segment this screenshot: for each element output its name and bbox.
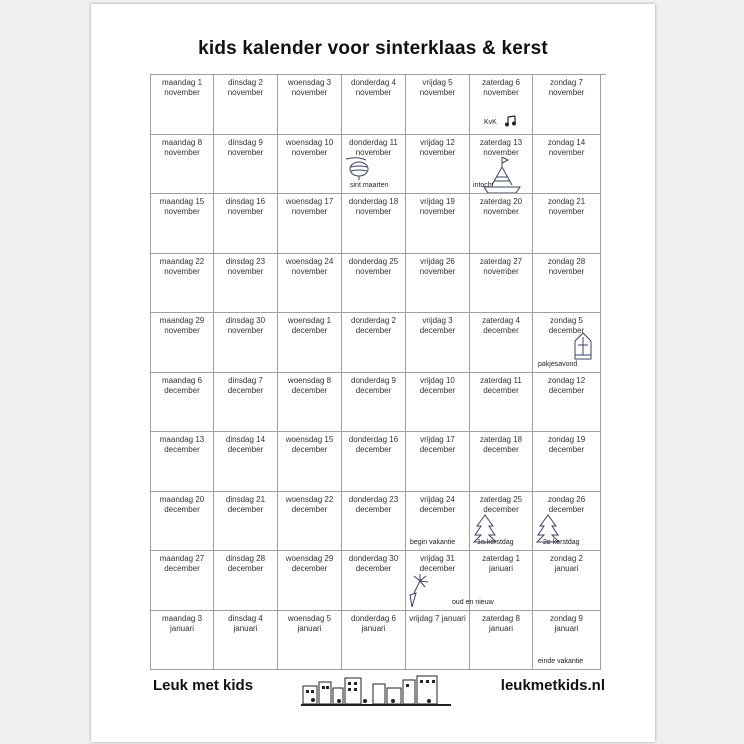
day-label: vrijdag 31 xyxy=(420,554,455,563)
month-label: november xyxy=(291,88,328,97)
calendar-day-cell xyxy=(151,313,214,373)
month-label: november xyxy=(164,88,200,97)
month-label: december xyxy=(355,504,392,514)
month-label: december xyxy=(227,385,264,395)
month-label: november xyxy=(548,266,585,276)
month-label: december xyxy=(227,504,264,514)
calendar-day-cell xyxy=(470,194,533,254)
month-label: januari xyxy=(233,623,258,633)
month-label: december xyxy=(291,385,328,395)
day-label: dinsdag 16 xyxy=(225,197,266,206)
month-label: december xyxy=(419,564,456,573)
day-label: dinsdag 4 xyxy=(228,613,263,623)
calendar-day-cell xyxy=(533,551,601,611)
month-label: november xyxy=(355,266,392,276)
month-label: december xyxy=(227,564,264,573)
month-label: januari xyxy=(554,564,579,573)
month-label: november xyxy=(419,147,456,157)
calendar-day-cell xyxy=(151,551,214,611)
calendar-day-cell xyxy=(533,432,601,492)
calendar-day-cell xyxy=(151,254,214,314)
event-note: KvK xyxy=(484,119,497,126)
day-label: donderdag 23 xyxy=(348,494,399,504)
calendar-day-cell xyxy=(278,492,342,552)
day-label: donderdag 16 xyxy=(348,435,399,444)
day-label: woensdag 5 xyxy=(287,613,332,623)
calendar-day-cell xyxy=(470,254,533,314)
calendar-day-cell xyxy=(533,373,601,433)
day-label: maandag 29 xyxy=(159,316,205,325)
calendar-day-cell xyxy=(278,135,342,195)
calendar-day-cell xyxy=(470,492,533,552)
month-label: november xyxy=(355,147,392,157)
calendar-day-cell xyxy=(151,135,214,195)
calendar-day-cell xyxy=(470,135,533,195)
month-label: november xyxy=(227,266,264,276)
month-label: november xyxy=(548,88,585,97)
day-label: dinsdag 7 xyxy=(228,375,263,385)
day-label: woensdag 17 xyxy=(285,197,334,206)
month-label: november xyxy=(548,207,585,216)
day-label: dinsdag 28 xyxy=(225,554,266,563)
month-label: november xyxy=(355,88,392,97)
month-label: december xyxy=(419,385,456,395)
page-title: kids kalender voor sinterklaas & kerst xyxy=(198,38,548,59)
day-label: zondag 7 xyxy=(550,78,583,87)
footer-brand: Leuk met kids xyxy=(153,677,254,694)
calendar-day-cell xyxy=(214,135,278,195)
calendar-day-cell xyxy=(151,432,214,492)
firework-rocket-icon xyxy=(406,573,434,609)
mitre-icon xyxy=(572,331,594,361)
calendar-day-cell xyxy=(406,75,470,135)
day-label: woensdag 24 xyxy=(285,256,334,266)
day-label: dinsdag 30 xyxy=(225,316,266,325)
month-label: november xyxy=(164,147,200,157)
calendar-day-cell xyxy=(452,551,533,611)
event-note: 1e kerstdag xyxy=(477,539,514,546)
calendar-day-cell xyxy=(470,313,533,373)
calendar-day-cell xyxy=(470,373,533,433)
month-label: januari xyxy=(488,623,513,633)
calendar-day-cell xyxy=(406,254,470,314)
month-label: december xyxy=(548,385,585,395)
day-label: vrijdag 5 xyxy=(422,78,453,87)
month-label: december xyxy=(355,445,392,454)
day-label: vrijdag 12 xyxy=(420,137,455,147)
calendar-day-cell xyxy=(214,313,278,373)
day-label: maandag 27 xyxy=(159,554,205,563)
month-label: januari xyxy=(361,623,386,633)
event-note: intocht xyxy=(473,182,494,189)
skyline-icon xyxy=(301,674,451,708)
day-label: woensdag 1 xyxy=(287,316,332,325)
calendar-day-cell xyxy=(278,75,342,135)
calendar-day-cell xyxy=(533,313,601,373)
month-label: december xyxy=(291,326,328,335)
day-label: dinsdag 9 xyxy=(228,137,263,147)
month-label: november xyxy=(483,207,519,216)
calendar-day-cell xyxy=(342,75,406,135)
event-note: einde vakantie xyxy=(538,658,584,665)
day-label: donderdag 25 xyxy=(348,256,399,266)
calendar-day-cell xyxy=(151,194,214,254)
calendar-day-cell xyxy=(151,75,214,135)
calendar-day-cell xyxy=(342,135,406,195)
day-label: donderdag 30 xyxy=(348,554,399,563)
day-label: zondag 2 xyxy=(550,554,583,563)
calendar-day-cell xyxy=(406,373,470,433)
day-label: zondag 14 xyxy=(547,137,586,147)
day-label: maandag 13 xyxy=(159,435,205,444)
day-label: woensdag 22 xyxy=(285,494,334,504)
month-label: december xyxy=(483,445,519,454)
day-label: donderdag 18 xyxy=(348,197,399,206)
event-note: pakjesavond xyxy=(538,360,578,368)
calendar-day-cell xyxy=(406,194,470,254)
month-label: januari xyxy=(297,623,322,633)
calendar-day-cell xyxy=(278,313,342,373)
calendar-day-cell xyxy=(342,551,406,611)
month-label: december xyxy=(355,564,392,573)
day-label: dinsdag 2 xyxy=(228,78,263,87)
month-label: november xyxy=(227,326,264,335)
calendar-day-cell xyxy=(342,611,406,671)
month-label: januari xyxy=(488,564,513,573)
day-label: zaterdag 11 xyxy=(480,375,522,385)
day-label: woensdag 3 xyxy=(287,78,332,87)
month-label: november xyxy=(227,88,264,97)
day-label: zondag 19 xyxy=(547,435,586,444)
day-label: zaterdag 6 xyxy=(482,78,520,87)
month-label: december xyxy=(419,504,456,514)
day-label: woensdag 29 xyxy=(285,554,334,563)
calendar-day-cell xyxy=(533,75,601,135)
day-label: woensdag 10 xyxy=(285,137,334,147)
day-label: woensdag 8 xyxy=(287,375,332,385)
day-label: donderdag 9 xyxy=(351,375,396,385)
month-label: december xyxy=(483,326,519,335)
month-label: januari xyxy=(169,623,194,633)
music-note-icon xyxy=(504,115,518,127)
calendar-day-cell xyxy=(342,373,406,433)
day-label: woensdag 15 xyxy=(285,435,334,444)
month-label: november xyxy=(483,266,519,276)
calendar-day-cell xyxy=(214,254,278,314)
calendar-day-cell xyxy=(342,194,406,254)
lantern-icon xyxy=(344,157,370,181)
month-label: december xyxy=(291,504,328,514)
calendar-day-cell xyxy=(533,611,601,671)
day-label: vrijdag 3 xyxy=(422,316,453,325)
day-label: dinsdag 14 xyxy=(225,435,266,444)
day-label: vrijdag 10 xyxy=(420,375,455,385)
calendar-day-cell xyxy=(406,313,470,373)
day-label: zondag 21 xyxy=(547,197,586,206)
day-label: donderdag 4 xyxy=(351,78,396,87)
calendar-day-cell xyxy=(214,432,278,492)
month-label: december xyxy=(164,504,200,514)
month-label: november xyxy=(227,147,264,157)
event-note: sint maarten xyxy=(350,182,389,189)
calendar-day-cell xyxy=(214,373,278,433)
calendar-day-cell xyxy=(151,611,214,671)
month-label: november xyxy=(483,88,519,97)
day-label: maandag 1 xyxy=(161,78,203,87)
day-label: zaterdag 27 xyxy=(479,256,523,266)
month-label: november xyxy=(419,88,456,97)
day-label: zaterdag 8 xyxy=(482,613,520,623)
calendar-day-cell xyxy=(278,611,342,671)
month-label: december xyxy=(548,445,585,454)
calendar-day-cell xyxy=(342,313,406,373)
calendar-day-cell xyxy=(151,373,214,433)
month-label: november xyxy=(291,266,328,276)
month-label: december xyxy=(164,385,200,395)
calendar-day-cell xyxy=(533,492,601,552)
calendar-sheet xyxy=(91,4,655,742)
day-label: vrijdag 26 xyxy=(420,256,455,266)
month-label: december xyxy=(227,445,264,454)
calendar-day-cell xyxy=(278,432,342,492)
month-label: december xyxy=(164,445,200,454)
calendar-day-cell xyxy=(278,194,342,254)
event-note: begin vakantie xyxy=(410,539,456,546)
day-label: dinsdag 23 xyxy=(225,256,266,266)
day-label: vrijdag 7 januari xyxy=(409,613,466,623)
day-label: maandag 22 xyxy=(159,256,205,266)
calendar-day-cell xyxy=(470,611,533,671)
calendar-day-cell xyxy=(533,135,601,195)
month-label: november xyxy=(483,147,519,157)
calendar-day-cell xyxy=(470,432,533,492)
calendar-day-cell xyxy=(342,432,406,492)
month-label: december xyxy=(419,445,456,454)
calendar-grid xyxy=(150,74,606,670)
day-label: donderdag 2 xyxy=(351,316,396,325)
day-label: maandag 3 xyxy=(161,613,203,623)
day-label: zaterdag 13 xyxy=(479,137,523,147)
calendar-day-cell xyxy=(533,254,601,314)
day-label: maandag 15 xyxy=(159,197,205,206)
day-label: zaterdag 1 xyxy=(482,554,520,563)
day-label: zaterdag 20 xyxy=(479,197,523,206)
day-label: donderdag 6 xyxy=(351,613,396,623)
calendar-day-cell xyxy=(406,135,470,195)
day-label: maandag 6 xyxy=(161,375,203,385)
calendar-day-cell xyxy=(406,492,470,552)
month-label: november xyxy=(419,207,456,216)
footer-website: leukmetkids.nl xyxy=(500,677,605,694)
month-label: november xyxy=(227,207,264,216)
month-label: november xyxy=(355,207,392,216)
month-label: december xyxy=(548,504,585,514)
day-label: donderdag 11 xyxy=(349,137,398,147)
month-label: november xyxy=(291,147,328,157)
day-label: maandag 20 xyxy=(159,494,205,504)
month-label: november xyxy=(164,207,200,216)
day-label: dinsdag 21 xyxy=(225,494,266,504)
day-label: zondag 9 xyxy=(550,613,583,623)
day-label: vrijdag 19 xyxy=(420,197,455,206)
calendar-day-cell xyxy=(214,551,278,611)
calendar-day-cell xyxy=(406,432,470,492)
month-label: november xyxy=(291,207,328,216)
calendar-day-cell xyxy=(214,75,278,135)
month-label: november xyxy=(419,266,456,276)
day-label: vrijdag 24 xyxy=(420,494,455,504)
month-label: november xyxy=(548,147,585,157)
day-label: maandag 8 xyxy=(161,137,203,147)
month-label: november xyxy=(164,266,200,276)
month-label: december xyxy=(164,564,200,573)
day-label: zaterdag 18 xyxy=(479,435,523,444)
day-label: zondag 12 xyxy=(547,375,586,385)
month-label: december xyxy=(291,445,328,454)
month-label: januari xyxy=(554,623,579,633)
month-label: december xyxy=(483,385,519,395)
day-label: zondag 5 xyxy=(550,316,583,325)
calendar-day-cell xyxy=(533,194,601,254)
day-label: zaterdag 25 xyxy=(479,494,523,504)
day-label: zondag 26 xyxy=(547,494,586,504)
calendar-day-cell xyxy=(406,611,470,671)
month-label: november xyxy=(164,326,200,335)
month-label: december xyxy=(548,326,585,335)
month-label: december xyxy=(355,326,392,335)
calendar-day-cell xyxy=(342,492,406,552)
month-label: december xyxy=(483,504,519,514)
calendar-day-cell xyxy=(342,254,406,314)
calendar-day-cell xyxy=(278,254,342,314)
day-label: zondag 28 xyxy=(547,256,586,266)
day-label: vrijdag 17 xyxy=(420,435,455,444)
calendar-day-cell xyxy=(214,492,278,552)
day-label: zaterdag 4 xyxy=(482,316,520,325)
calendar-day-cell xyxy=(278,373,342,433)
calendar-day-cell xyxy=(151,492,214,552)
month-label: december xyxy=(291,564,328,573)
calendar-day-cell xyxy=(214,611,278,671)
calendar-day-cell xyxy=(470,75,533,135)
calendar-day-cell xyxy=(278,551,342,611)
event-note: oud en nieuw xyxy=(452,598,494,606)
calendar-day-cell xyxy=(214,194,278,254)
month-label: december xyxy=(355,385,392,395)
event-note: 2e kerstdag xyxy=(543,539,580,546)
month-label: december xyxy=(419,326,456,335)
